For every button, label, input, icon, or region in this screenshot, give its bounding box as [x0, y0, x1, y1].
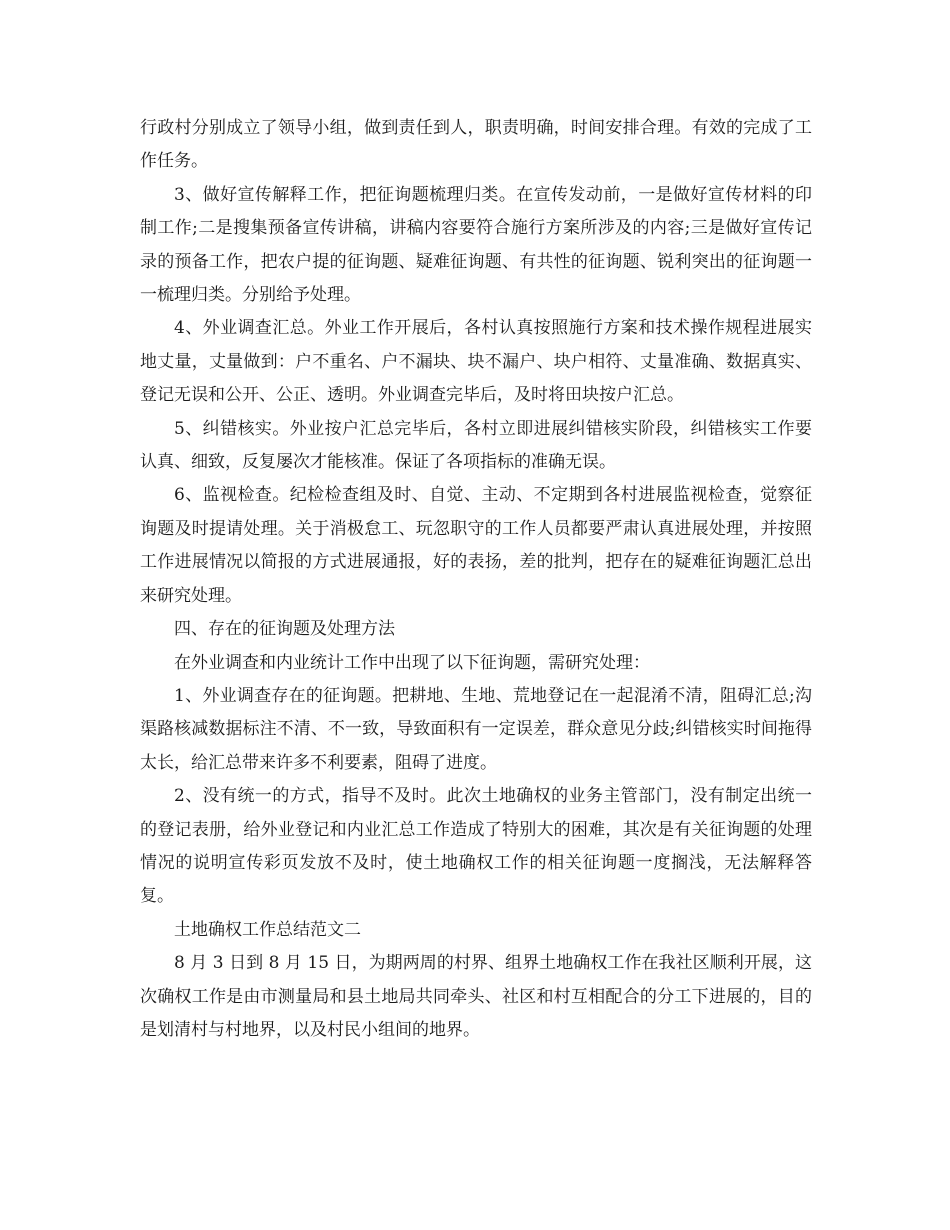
paragraph-no-unified-method: 2、没有统一的方式，指导不及时。此次土地确权的业务主管部门，没有制定出统一的登记表册，给外业登记和内业汇总工作造成了特别大的困难，其次是有关征询题的处理情况的说明宣传彩页发放不及时，使土地确权工作的相关征询题一度搁浅，无法解释答复。 [140, 786, 812, 907]
paragraph-sample-two-intro: 8 月 3 日到 8 月 15 日，为期两周的村界、组界土地确权工作在我社区顺利开展，这次确权工作是由市测量局和县土地局共同牵头、社区和村互相配合的分工下进展的，目的是划清村与村地界，以及村民小组间的地界。 [140, 953, 812, 1040]
paragraph-survey-problems: 1、外业调查存在的征询题。把耕地、生地、荒地登记在一起混淆不清，阻碍汇总;沟渠路核减数据标注不清、不一致，导致面积有一定误差，群众意见分歧;纠错核实时间拖得太长，给汇总带来许多不利要素，阻碍了进度。 [140, 685, 812, 773]
paragraph-field-survey: 4、外业调查汇总。外业工作开展后，各村认真按照施行方案和技术操作规程进展实地丈量，丈量做到：户不重名、户不漏块、块不漏户、块户相符、丈量准确、数据真实、登记无误和公开、公正、透明。外业调查完毕后，及时将田块按户汇总。 [140, 318, 812, 406]
paragraph-problems-intro: 在外业调查和内业统计工作中出现了以下征询题，需研究处理： [174, 652, 650, 673]
document-body [140, 112, 812, 1047]
paragraph-supervision: 6、监视检查。纪检检查组及时、自觉、主动、不定期到各村进展监视检查，觉察征询题及时提请处理。关于消极怠工、玩忽职守的工作人员都要严肃认真进展处理，并按照工作进展情况以简报的方式进展通报，好的表扬，差的批判，把存在的疑难征询题汇总出来研究处理。 [140, 485, 812, 606]
paragraph-error-check: 5、纠错核实。外业按户汇总完毕后，各村立即进展纠错核实阶段，纠错核实工作要认真、细致，反复屡次才能核准。保证了各项指标的准确无误。 [140, 418, 812, 473]
section-heading-sample-two: 土地确权工作总结范文二 [174, 919, 361, 940]
paragraph-publicity-work: 3、做好宣传解释工作，把征询题梳理归类。在宣传发动前，一是做好宣传材料的印制工作;二是搜集预备宣传讲稿，讲稿内容要符合施行方案所涉及的内容;三是做好宣传记录的预备工作，把农户提的征询题、疑难征询题、有共性的征询题、锐利突出的征询题一一梳理归类。分别给予处理。 [140, 184, 812, 306]
section-heading-problems: 四、存在的征询题及处理方法 [174, 619, 395, 640]
paragraph-continuation: 行政村分别成立了领导小组，做到责任到人，职责明确，时间安排合理。有效的完成了工作任务。 [140, 118, 812, 172]
